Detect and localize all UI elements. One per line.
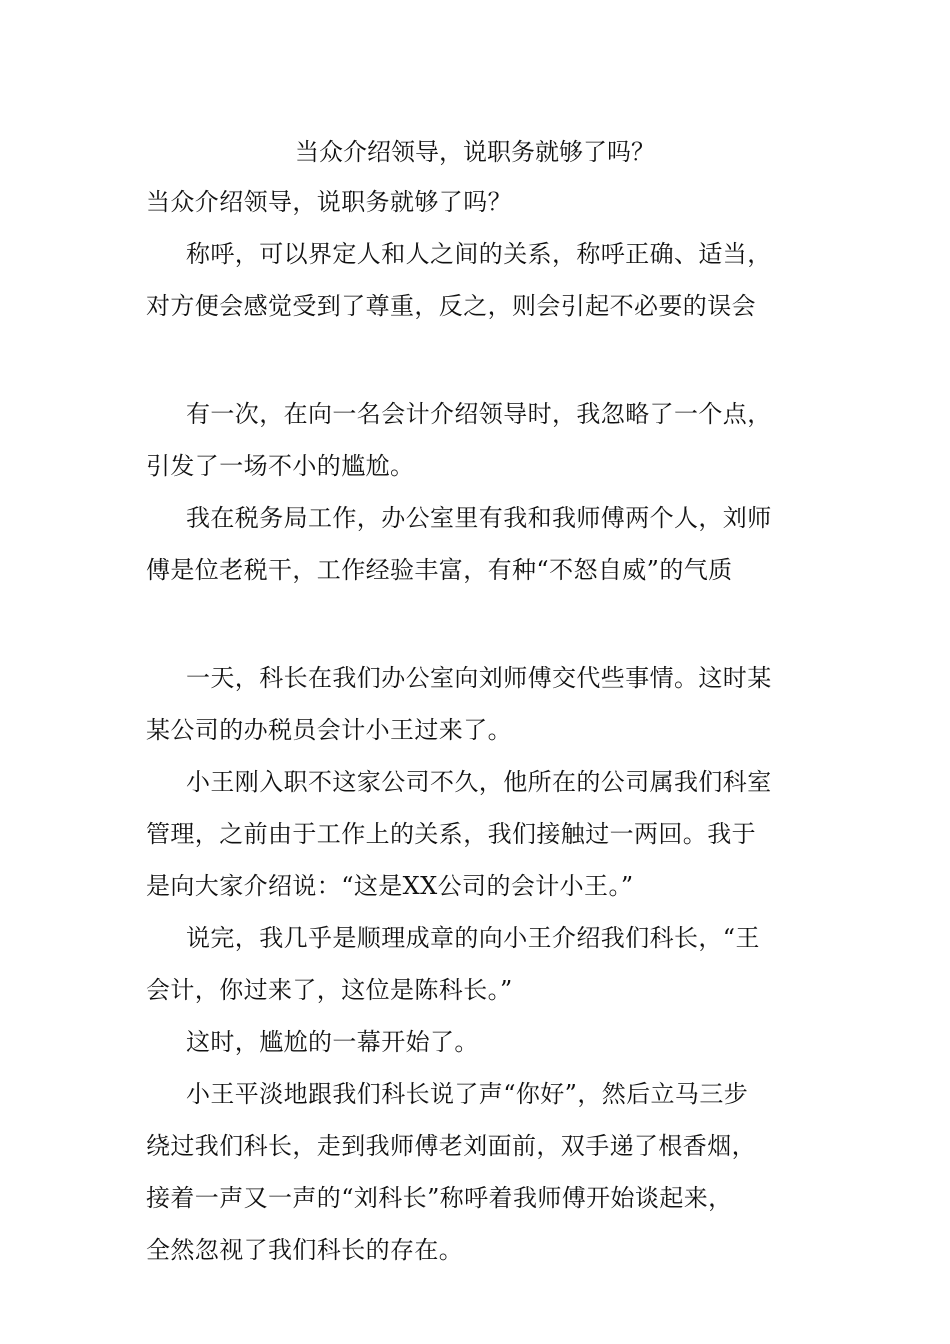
paragraph-line: 绕过我们科长，走到我师傅老刘面前，双手递了根香烟，: [146, 1132, 756, 1160]
paragraph-line: 对方便会感觉受到了尊重，反之，则会引起不必要的误会: [146, 292, 756, 320]
paragraph-line: 有一次，在向一名会计介绍领导时，我忽略了一个点，: [186, 400, 772, 428]
paragraph-line: 一天，科长在我们办公室向刘师傅交代些事情。这时某: [186, 664, 772, 692]
paragraph-line: 说完，我几乎是顺理成章的向小王介绍我们科长，“王: [186, 924, 760, 952]
paragraph: [146, 498, 808, 602]
paragraph: [146, 918, 808, 1022]
paragraph: [146, 394, 808, 498]
paragraph-line: 我在税务局工作，办公室里有我和我师傅两个人，刘师: [186, 504, 772, 532]
paragraph-line: 接着一声又一声的“刘科长”称呼着我师傅开始谈起来，: [146, 1184, 733, 1212]
paragraph: [146, 234, 808, 338]
paragraph: [146, 658, 808, 762]
paragraph: [146, 762, 808, 918]
paragraph-line: 会计，你过来了，这位是陈科长。”: [146, 976, 513, 1004]
paragraph-line: 称呼，可以界定人和人之间的关系，称呼正确、适当，: [186, 240, 772, 268]
paragraph: [146, 1022, 808, 1074]
document-title: 当众介绍领导，说职务就够了吗？: [295, 138, 655, 166]
paragraph-line: 是向大家介绍说：“这是XX公司的会计小王。”: [146, 872, 634, 900]
paragraph-line: 小王平淡地跟我们科长说了声“你好”，然后立马三步: [186, 1080, 749, 1108]
document-body: [146, 182, 808, 1282]
paragraph-line: 这时，尴尬的一幕开始了。: [186, 1028, 479, 1056]
document-subtitle: 当众介绍领导，说职务就够了吗？: [146, 188, 512, 216]
paragraph: [146, 1074, 808, 1282]
paragraph-line: 某公司的办税员会计小王过来了。: [146, 716, 512, 744]
paragraph-line: 小王刚入职不这家公司不久，他所在的公司属我们科室: [186, 768, 772, 796]
paragraph-line: 全然忽视了我们科长的存在。: [146, 1236, 464, 1264]
paragraph-line: 傅是位老税干，工作经验丰富，有种“不怒自威”的气质: [146, 556, 733, 584]
paragraph-line: 管理，之前由于工作上的关系，我们接触过一两回。我于: [146, 820, 756, 848]
paragraph-gap: [146, 338, 808, 394]
paragraph-gap: [146, 602, 808, 658]
paragraph-line: 引发了一场不小的尴尬。: [146, 452, 415, 480]
